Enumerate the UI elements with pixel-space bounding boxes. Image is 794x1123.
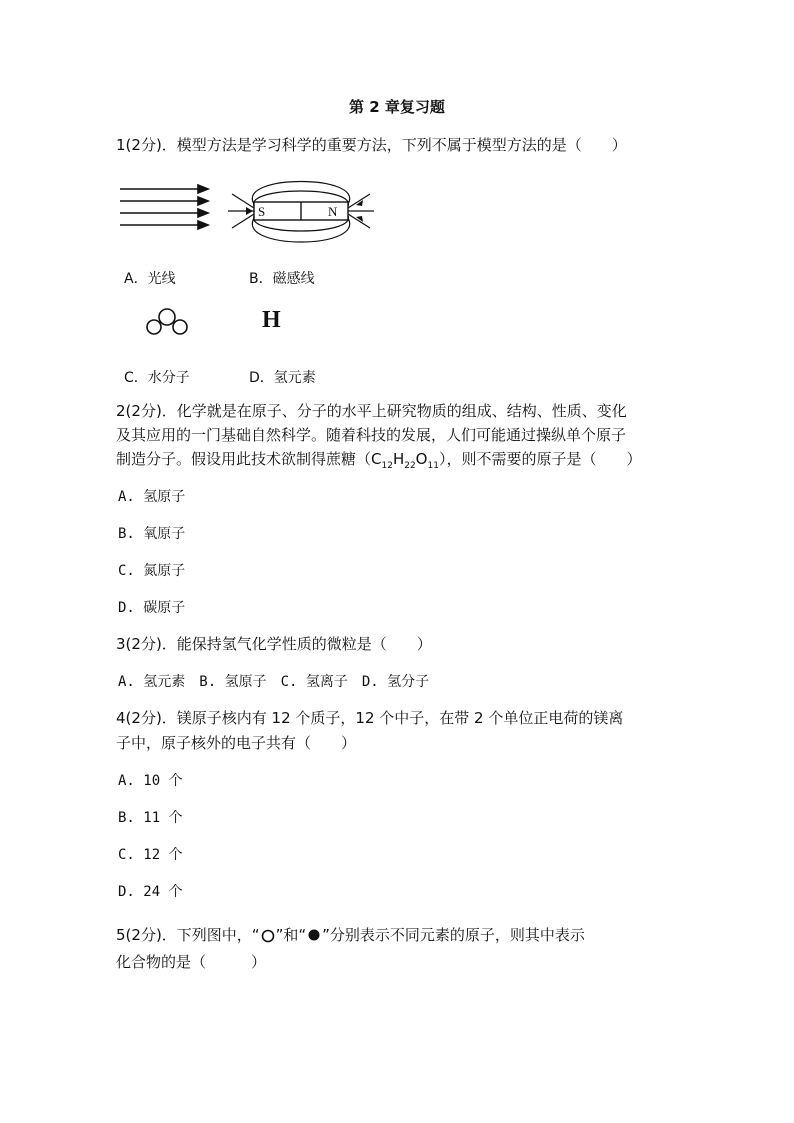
- formula-o: O: [415, 450, 428, 468]
- q5-line-1-a: 5(2分)．下列图中，“: [116, 926, 260, 944]
- q5-line-2: 化合物的是（ ）: [116, 953, 267, 971]
- q5-line-1-b: ”和“: [275, 926, 307, 944]
- q2-option-c: C. 氮原子: [118, 563, 186, 579]
- light-rays-figure: [120, 184, 210, 244]
- formula-sub-hydrogen: 22: [404, 461, 416, 471]
- q2-option-b: B. 氧原子: [118, 526, 186, 542]
- formula-sub-carbon: 12: [381, 461, 393, 471]
- q3-stem: 3(2分)．能保持氢气化学性质的微粒是（ ）: [116, 635, 432, 653]
- q4-line-2: 子中，原子核外的电子共有（ ）: [116, 734, 357, 752]
- q1-option-b: B．磁感线: [249, 271, 315, 287]
- arrow-icon: [198, 185, 208, 193]
- arrow-icon: [198, 221, 208, 229]
- magnet-north-label: N: [328, 204, 338, 219]
- hydrogen-symbol: H: [262, 307, 281, 333]
- q4-option-b: B. 11 个: [118, 810, 183, 826]
- water-molecule-figure: [144, 306, 190, 336]
- magnet-south-label: S: [258, 204, 266, 219]
- arrow-icon: [198, 197, 208, 205]
- q1-option-d: D．氢元素: [249, 370, 316, 386]
- filled-circle-icon: [306, 927, 322, 943]
- arrow-icon: [198, 209, 208, 217]
- q2-line-1: 2(2分)．化学就是在原子、分子的水平上研究物质的组成、结构、性质、变化: [116, 402, 627, 420]
- formula-sub-oxygen: 11: [427, 461, 439, 471]
- q2-line-2: 及其应用的一门基础自然科学。随着科技的发展，人们可能通过操纵单个原子: [116, 426, 627, 444]
- page-title: 第 2 章复习题: [349, 98, 445, 116]
- q3-options: A. 氢元素 B. 氢原子 C. 氢离子 D. 氢分子: [118, 674, 430, 690]
- magnetic-field-figure: [226, 178, 376, 246]
- q2-option-d: D. 碳原子: [118, 600, 186, 616]
- q2-option-a: A. 氢原子: [118, 489, 186, 505]
- open-circle-icon: [260, 927, 276, 943]
- q2-line-3-prefix: 制造分子。假设用此技术欲制得蔗糖（C: [116, 450, 382, 468]
- q4-option-c: C. 12 个: [118, 847, 183, 863]
- formula-h: H: [392, 450, 405, 468]
- q1-option-c: C．水分子: [124, 370, 190, 386]
- q4-option-d: D. 24 个: [118, 884, 183, 900]
- q4-option-a: A. 10 个: [118, 773, 183, 789]
- q4-line-1: 4(2分)．镁原子核内有 12 个质子，12 个中子，在带 2 个单位正电荷的镁离: [116, 709, 624, 727]
- q5-line-1: [116, 924, 585, 945]
- q1-stem: 1(2分)．模型方法是学习科学的重要方法，下列不属于模型方法的是（ ）: [116, 136, 627, 154]
- q1-option-a: A．光线: [124, 271, 176, 287]
- q2-line-3-suffix: ），则不需要的原子是（ ）: [438, 450, 642, 468]
- q2-line-3: [116, 448, 641, 471]
- q5-line-1-c: ”分别表示不同元素的原子，则其中表示: [322, 926, 585, 944]
